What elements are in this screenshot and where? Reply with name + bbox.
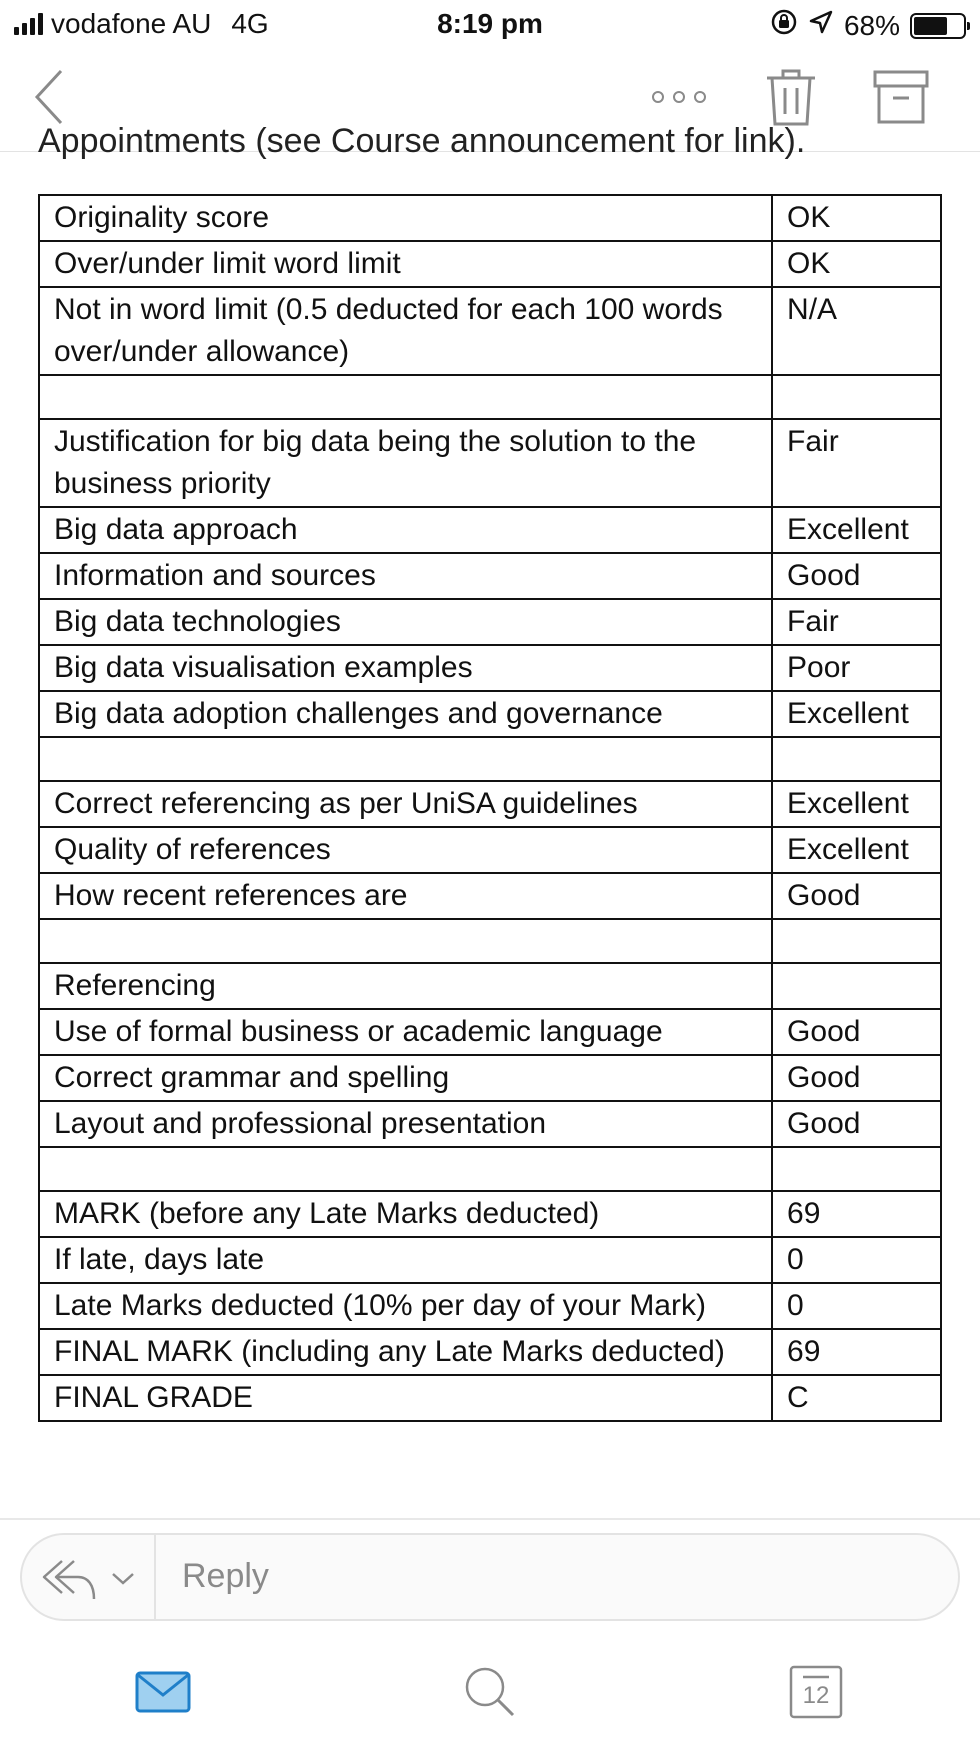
grade-row	[39, 553, 941, 599]
grade-row	[39, 1101, 941, 1147]
criterion-cell: Late Marks deducted (10% per day of your Mark)	[39, 1283, 772, 1329]
criterion-cell: Not in word limit (0.5 deducted for each 100 words over/under allowance)	[39, 287, 772, 375]
divider	[0, 1518, 980, 1520]
rating-cell: Poor	[772, 645, 941, 691]
criterion-cell: Layout and professional presentation	[39, 1101, 772, 1147]
calendar-day: 12	[802, 1682, 830, 1709]
rating-cell: Good	[772, 553, 941, 599]
criterion-cell	[39, 919, 772, 963]
grade-row	[39, 419, 941, 507]
tab-search[interactable]	[455, 1662, 525, 1722]
grade-row	[39, 1009, 941, 1055]
ellipsis-icon	[649, 87, 709, 107]
criterion-cell: Originality score	[39, 195, 772, 241]
network-type: 4G	[231, 8, 269, 39]
grade-row	[39, 507, 941, 553]
grade-row	[39, 195, 941, 241]
grade-row	[39, 1329, 941, 1375]
criterion-cell: MARK (before any Late Marks deducted)	[39, 1191, 772, 1237]
criterion-cell: Big data approach	[39, 507, 772, 553]
rating-cell: N/A	[772, 287, 941, 375]
criterion-cell: If late, days late	[39, 1237, 772, 1283]
tab-mail[interactable]	[128, 1662, 198, 1722]
rating-cell: 69	[772, 1191, 941, 1237]
rating-cell: Good	[772, 1009, 941, 1055]
rating-cell: Excellent	[772, 781, 941, 827]
rating-cell: 0	[772, 1283, 941, 1329]
reply-bar[interactable]	[20, 1533, 960, 1621]
criterion-cell: How recent references are	[39, 873, 772, 919]
reply-separator	[154, 1535, 156, 1619]
tab-bar	[0, 1640, 980, 1742]
rating-cell	[772, 375, 941, 419]
status-right	[770, 8, 966, 43]
reply-input[interactable]: Reply	[182, 1557, 269, 1595]
rating-cell	[772, 919, 941, 963]
criterion-cell: Big data adoption challenges and governance	[39, 691, 772, 737]
rating-cell: Good	[772, 1101, 941, 1147]
criterion-cell: Correct referencing as per UniSA guidelines	[39, 781, 772, 827]
rating-cell	[772, 1147, 941, 1191]
grade-row	[39, 375, 941, 419]
status-bar	[0, 0, 980, 50]
grade-table-body	[39, 195, 941, 1421]
rating-cell: 0	[772, 1237, 941, 1283]
grade-row	[39, 691, 941, 737]
criterion-cell: FINAL GRADE	[39, 1375, 772, 1421]
rating-cell	[772, 963, 941, 1009]
grade-row	[39, 1147, 941, 1191]
grade-row	[39, 781, 941, 827]
grade-row	[39, 287, 941, 375]
grade-row	[39, 963, 941, 1009]
grade-row	[39, 873, 941, 919]
rating-cell: Excellent	[772, 827, 941, 873]
criterion-cell	[39, 375, 772, 419]
rating-cell: C	[772, 1375, 941, 1421]
tab-calendar[interactable]	[781, 1662, 851, 1722]
rating-cell: Good	[772, 873, 941, 919]
chevron-down-icon	[110, 1571, 136, 1587]
criterion-cell: Quality of references	[39, 827, 772, 873]
grade-row	[39, 1283, 941, 1329]
rating-cell: Fair	[772, 599, 941, 645]
reply-arrow-icon	[40, 1555, 100, 1603]
criterion-cell: Justification for big data being the solution to the business priority	[39, 419, 772, 507]
search-icon	[463, 1665, 517, 1719]
rating-cell: Good	[772, 1055, 941, 1101]
rating-cell: Excellent	[772, 507, 941, 553]
battery-percent: 68%	[843, 9, 900, 41]
rating-cell: Excellent	[772, 691, 941, 737]
grade-row	[39, 737, 941, 781]
criterion-cell: Referencing	[39, 963, 772, 1009]
rating-cell: Fair	[772, 419, 941, 507]
carrier-name: vodafone AU	[51, 8, 212, 39]
grade-row	[39, 1055, 941, 1101]
battery-icon	[910, 13, 966, 39]
status-time: 8:19 pm	[437, 8, 543, 39]
calendar-icon	[789, 1665, 843, 1719]
grade-row	[39, 599, 941, 645]
clipped-email-text: Appointments (see Course announcement for link).	[38, 122, 806, 160]
rotation-lock-icon	[770, 8, 798, 43]
criterion-cell: FINAL MARK (including any Late Marks deducted)	[39, 1329, 772, 1375]
grade-row	[39, 1237, 941, 1283]
grade-row	[39, 1375, 941, 1421]
battery-fill	[914, 17, 947, 35]
location-arrow-icon	[808, 9, 834, 42]
criterion-cell: Over/under limit word limit	[39, 241, 772, 287]
archive-icon	[873, 70, 929, 124]
rating-cell: 69	[772, 1329, 941, 1375]
criterion-cell: Big data technologies	[39, 599, 772, 645]
grade-row	[39, 645, 941, 691]
grade-row	[39, 919, 941, 963]
criterion-cell	[39, 737, 772, 781]
rating-cell: OK	[772, 241, 941, 287]
reply-options-button[interactable]	[40, 1549, 150, 1609]
rating-cell: OK	[772, 195, 941, 241]
archive-button[interactable]	[866, 62, 936, 132]
criterion-cell: Correct grammar and spelling	[39, 1055, 772, 1101]
criterion-cell: Use of formal business or academic language	[39, 1009, 772, 1055]
criterion-cell: Information and sources	[39, 553, 772, 599]
grade-table	[38, 194, 942, 1422]
grade-row	[39, 827, 941, 873]
criterion-cell	[39, 1147, 772, 1191]
mail-icon	[135, 1671, 191, 1713]
grade-row	[39, 1191, 941, 1237]
grade-row	[39, 241, 941, 287]
rating-cell	[772, 737, 941, 781]
criterion-cell: Big data visualisation examples	[39, 645, 772, 691]
